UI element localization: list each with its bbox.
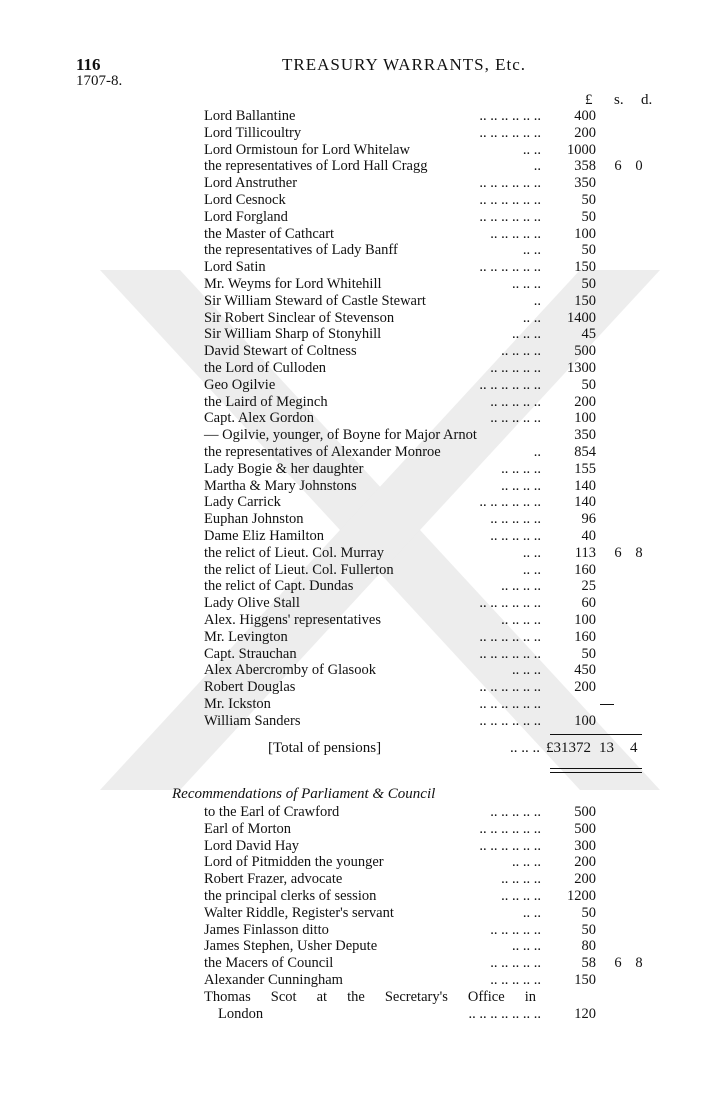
amount-pounds: 96: [581, 511, 596, 528]
table-row: [0, 955, 727, 972]
table-row: [0, 511, 727, 528]
entry-name: Robert Frazer, advocate: [204, 871, 343, 888]
amount-pounds: 45: [581, 326, 596, 343]
table-row: [0, 696, 727, 713]
amount-pounds: 1000: [567, 141, 596, 158]
entry-name: Capt. Strauchan: [204, 645, 297, 662]
entry-name: Sir Robert Sinclear of Stevenson: [204, 309, 395, 326]
total-pence: 4: [630, 740, 638, 756]
leader-dots: .. .. ..: [512, 275, 541, 292]
leader-dots: .. .. .. .. .. ..: [479, 820, 541, 837]
entry-name: Lord Anstruther: [204, 175, 298, 192]
amount-pounds: 150: [574, 292, 596, 309]
amount-pounds: 160: [574, 628, 596, 645]
entry-name: the Laird of Meginch: [204, 393, 328, 410]
leader-dots: .. .. .. .. ..: [490, 511, 541, 528]
amount-shillings: 6: [614, 955, 622, 972]
entry-name: — Ogilvie, younger, of Boyne for Major Arnot: [204, 427, 477, 444]
amount-pounds: 50: [581, 921, 596, 938]
amount-pounds: 1400: [567, 309, 596, 326]
leader-dots: .. .. .. ..: [501, 460, 541, 477]
leader-dots: .. .. ..: [512, 854, 541, 871]
leader-dots: .. .. .. ..: [501, 611, 541, 628]
leader-dots: .. ..: [522, 904, 541, 921]
amount-pounds: 50: [581, 645, 596, 662]
leader-dots: .. .. .. .. .. ..: [479, 837, 541, 854]
table-row: [0, 293, 727, 310]
amount-pounds: 100: [574, 225, 596, 242]
amount-pounds: 50: [581, 208, 596, 225]
table-row: [0, 989, 727, 1006]
entry-name-line2: London: [218, 1005, 264, 1022]
leader-dots: .. .. .. .. .. ..: [479, 595, 541, 612]
leader-dots: .. .. .. .. ..: [490, 921, 541, 938]
amount-pounds: 60: [581, 595, 596, 612]
leader-dots: ..: [533, 158, 541, 175]
table-row: [0, 905, 727, 922]
leader-dots: .. .. .. .. .. ..: [479, 376, 541, 393]
entry-name: James Stephen, Usher Depute: [204, 938, 378, 955]
table-row: [0, 461, 727, 478]
amount-pounds: 358: [574, 158, 596, 175]
recommendations-list: [0, 804, 727, 1022]
total-leader-dots: .. .. ..: [510, 740, 540, 756]
amount-pounds: 300: [574, 837, 596, 854]
total-pounds: £31372: [546, 740, 591, 756]
table-row: [0, 646, 727, 663]
table-row: [0, 310, 727, 327]
table-row: [0, 478, 727, 495]
amount-pounds: 155: [574, 460, 596, 477]
table-row: [0, 410, 727, 427]
leader-dots: .. .. .. .. ..: [490, 359, 541, 376]
entry-name: Walter Riddle, Register's servant: [204, 904, 394, 921]
leader-dots: .. .. .. .. ..: [490, 410, 541, 427]
column-header-pence: d.: [641, 92, 653, 108]
leader-dots: .. .. .. .. ..: [490, 225, 541, 242]
amount-pounds: 160: [574, 561, 596, 578]
recommendations-heading: Recommendations of Parliament & Council: [172, 786, 436, 802]
table-row: [0, 804, 727, 821]
amount-pounds: 200: [574, 871, 596, 888]
leader-dots: .. .. .. .. .. ..: [479, 108, 541, 124]
leader-dots: .. ..: [522, 544, 541, 561]
leader-dots: .. .. .. .. ..: [490, 971, 541, 988]
amount-pounds: 200: [574, 124, 596, 141]
table-row: [0, 192, 727, 209]
entry-name: Dame Eliz Hamilton: [204, 527, 324, 544]
entry-name: Euphan Johnston: [204, 511, 304, 528]
table-row: [0, 108, 727, 125]
table-row: [0, 595, 727, 612]
amount-pounds: 350: [574, 175, 596, 192]
leader-dots: ..: [533, 292, 541, 309]
amount-shillings: 6: [614, 544, 622, 561]
leader-dots: .. .. .. ..: [501, 578, 541, 595]
leader-dots: .. .. .. .. .. ..: [479, 695, 541, 712]
leader-dots: .. .. .. .. .. ..: [479, 259, 541, 276]
table-row: [0, 259, 727, 276]
amount-pounds: 120: [574, 1005, 596, 1022]
entry-name: Sir William Sharp of Stonyhill: [204, 326, 382, 343]
leader-dots: .. .. .. .. .. ..: [479, 191, 541, 208]
table-row: [0, 226, 727, 243]
leader-dots: .. ..: [522, 242, 541, 259]
leader-dots: .. .. .. .. .. ..: [479, 494, 541, 511]
amount-pounds: 500: [574, 820, 596, 837]
leader-dots: .. .. .. .. .. ..: [479, 124, 541, 141]
table-row: [0, 444, 727, 461]
table-row: [0, 871, 727, 888]
amount-pounds: 100: [574, 712, 596, 729]
leader-dots: .. .. .. .. ..: [490, 393, 541, 410]
amount-pounds: 350: [574, 427, 596, 444]
amount-pence: 0: [635, 158, 643, 175]
entry-name: the relict of Lieut. Col. Murray: [204, 544, 384, 561]
table-row: [0, 888, 727, 905]
entry-name: the relict of Capt. Dundas: [204, 578, 354, 595]
entry-name: the relict of Lieut. Col. Fullerton: [204, 561, 394, 578]
leader-dots: .. .. .. ..: [501, 887, 541, 904]
table-row: [0, 394, 727, 411]
table-row: [0, 612, 727, 629]
amount-pounds: 200: [574, 679, 596, 696]
amount-pounds: 100: [574, 410, 596, 427]
entry-name: David Stewart of Coltness: [204, 343, 357, 360]
amount-shillings: 6: [614, 158, 622, 175]
column-header-shillings: s.: [614, 92, 624, 108]
total-rule-double-2: [550, 772, 642, 773]
amount-pounds: 50: [581, 376, 596, 393]
leader-dots: .. .. .. .. .. ..: [479, 208, 541, 225]
amount-pounds: 1300: [567, 359, 596, 376]
leader-dots: .. ..: [522, 141, 541, 158]
table-row: [0, 494, 727, 511]
table-row: [0, 713, 727, 730]
amount-pounds: 500: [574, 804, 596, 820]
leader-dots: .. .. .. ..: [501, 343, 541, 360]
entry-name: Lord Satin: [204, 259, 266, 276]
entry-name: Alex. Higgens' representatives: [204, 611, 381, 628]
total-rule-top: [550, 734, 642, 735]
amount-pounds: 1200: [567, 887, 596, 904]
leader-dots: ..: [533, 443, 541, 460]
entry-name: to the Earl of Crawford: [204, 804, 340, 820]
entry-name: Lady Carrick: [204, 494, 281, 511]
amount-pounds: 113: [574, 544, 596, 561]
amount-pounds: 200: [574, 854, 596, 871]
leader-dots: .. .. ..: [512, 662, 541, 679]
leader-dots: .. .. .. .. .. .. ..: [468, 1005, 541, 1022]
table-row: [0, 158, 727, 175]
amount-pounds: 150: [574, 971, 596, 988]
leader-dots: .. .. ..: [512, 938, 541, 955]
leader-dots: .. ..: [522, 561, 541, 578]
entry-name: Lord of Pitmidden the younger: [204, 854, 384, 871]
leader-dots: .. .. ..: [512, 326, 541, 343]
amount-pounds: 50: [581, 242, 596, 259]
entry-name: the representatives of Lady Banff: [204, 242, 398, 259]
amount-pounds: 80: [581, 938, 596, 955]
amount-pounds: 140: [574, 477, 596, 494]
entry-name: James Finlasson ditto: [204, 921, 329, 938]
entry-name: Lord Tillicoultry: [204, 124, 302, 141]
amount-pence: 8: [635, 955, 643, 972]
table-row: [0, 125, 727, 142]
entry-name-line1: Thomas Scot at the Secretary's Office in: [204, 988, 536, 1005]
entry-name: Geo Ogilvie: [204, 376, 276, 393]
leader-dots: .. .. .. .. .. ..: [479, 175, 541, 192]
amount-pounds: 58: [581, 955, 596, 972]
amount-pounds: 400: [574, 108, 596, 124]
table-row: [0, 343, 727, 360]
entry-name: Mr. Weyms for Lord Whitehill: [204, 275, 382, 292]
table-row: [0, 578, 727, 595]
table-row: [0, 854, 727, 871]
table-row: [0, 629, 727, 646]
amount-pounds: 450: [574, 662, 596, 679]
page-number: 116: [76, 55, 101, 74]
entry-name: Robert Douglas: [204, 679, 296, 696]
entry-name: Lord Cesnock: [204, 191, 286, 208]
table-row: [0, 360, 727, 377]
entry-name: the representatives of Lord Hall Cragg: [204, 158, 428, 175]
entry-name: Lady Olive Stall: [204, 595, 300, 612]
table-row: [0, 545, 727, 562]
leader-dots: .. .. .. .. .. ..: [479, 679, 541, 696]
entry-name: the Macers of Council: [204, 955, 334, 972]
amount-pounds: 500: [574, 343, 596, 360]
total-label: [Total of pensions]: [268, 740, 382, 756]
table-row: [0, 209, 727, 226]
table-row: [0, 427, 727, 444]
entry-name: Sir William Steward of Castle Stewart: [204, 292, 426, 309]
amount-pounds: 25: [581, 578, 596, 595]
entry-name: Earl of Morton: [204, 820, 291, 837]
total-shillings: 13: [599, 740, 614, 756]
total-row: [0, 738, 727, 758]
table-row: [0, 972, 727, 989]
leader-dots: .. .. .. .. ..: [490, 527, 541, 544]
nil-dash: [600, 704, 614, 705]
table-row: [0, 938, 727, 955]
amount-pounds: 100: [574, 611, 596, 628]
table-row: [0, 821, 727, 838]
column-header-pounds: £: [585, 92, 593, 108]
total-rule-double-1: [550, 768, 642, 769]
leader-dots: .. .. .. .. ..: [490, 955, 541, 972]
amount-pounds: 50: [581, 904, 596, 921]
entry-name: the principal clerks of session: [204, 887, 377, 904]
entry-name: the representatives of Alexander Monroe: [204, 443, 441, 460]
entry-name: Lord David Hay: [204, 837, 300, 854]
amount-pounds: 854: [574, 443, 596, 460]
entry-name: the Lord of Culloden: [204, 359, 327, 376]
pension-list: [0, 108, 727, 729]
leader-dots: .. ..: [522, 309, 541, 326]
table-row: [0, 838, 727, 855]
amount-pounds: 200: [574, 393, 596, 410]
table-row: [0, 679, 727, 696]
entry-name: Alexander Cunningham: [204, 971, 343, 988]
amount-pounds: 50: [581, 191, 596, 208]
table-row: [0, 377, 727, 394]
entry-name: Mr. Ickston: [204, 695, 271, 712]
amount-pence: 8: [635, 544, 643, 561]
leader-dots: .. .. .. .. .. ..: [479, 645, 541, 662]
table-row: [0, 662, 727, 679]
amount-pounds: 150: [574, 259, 596, 276]
leader-dots: .. .. .. ..: [501, 871, 541, 888]
table-row: [0, 562, 727, 579]
table-row: [0, 276, 727, 293]
entry-name: Capt. Alex Gordon: [204, 410, 314, 427]
entry-name: Lady Bogie & her daughter: [204, 460, 364, 477]
running-title: TREASURY WARRANTS, Etc.: [282, 55, 527, 74]
amount-pounds: 50: [581, 275, 596, 292]
table-row: [0, 1006, 727, 1023]
year-label: 1707-8.: [76, 73, 123, 89]
entry-name: Lord Forgland: [204, 208, 288, 225]
table-row: [0, 142, 727, 159]
leader-dots: .. .. .. .. ..: [490, 804, 541, 820]
table-row: [0, 922, 727, 939]
entry-name: William Sanders: [204, 712, 301, 729]
table-row: [0, 326, 727, 343]
entry-name: Mr. Levington: [204, 628, 288, 645]
amount-pounds: 40: [581, 527, 596, 544]
table-row: [0, 242, 727, 259]
leader-dots: .. .. .. ..: [501, 477, 541, 494]
entry-name: Lord Ormistoun for Lord Whitelaw: [204, 141, 410, 158]
entry-name: Lord Ballantine: [204, 108, 296, 124]
entry-name: Martha & Mary Johnstons: [204, 477, 357, 494]
leader-dots: .. .. .. .. .. ..: [479, 628, 541, 645]
table-row: [0, 175, 727, 192]
entry-name: Alex Abercromby of Glasook: [204, 662, 376, 679]
leader-dots: .. .. .. .. .. ..: [479, 712, 541, 729]
table-row: [0, 528, 727, 545]
amount-pounds: 140: [574, 494, 596, 511]
entry-name: the Master of Cathcart: [204, 225, 335, 242]
